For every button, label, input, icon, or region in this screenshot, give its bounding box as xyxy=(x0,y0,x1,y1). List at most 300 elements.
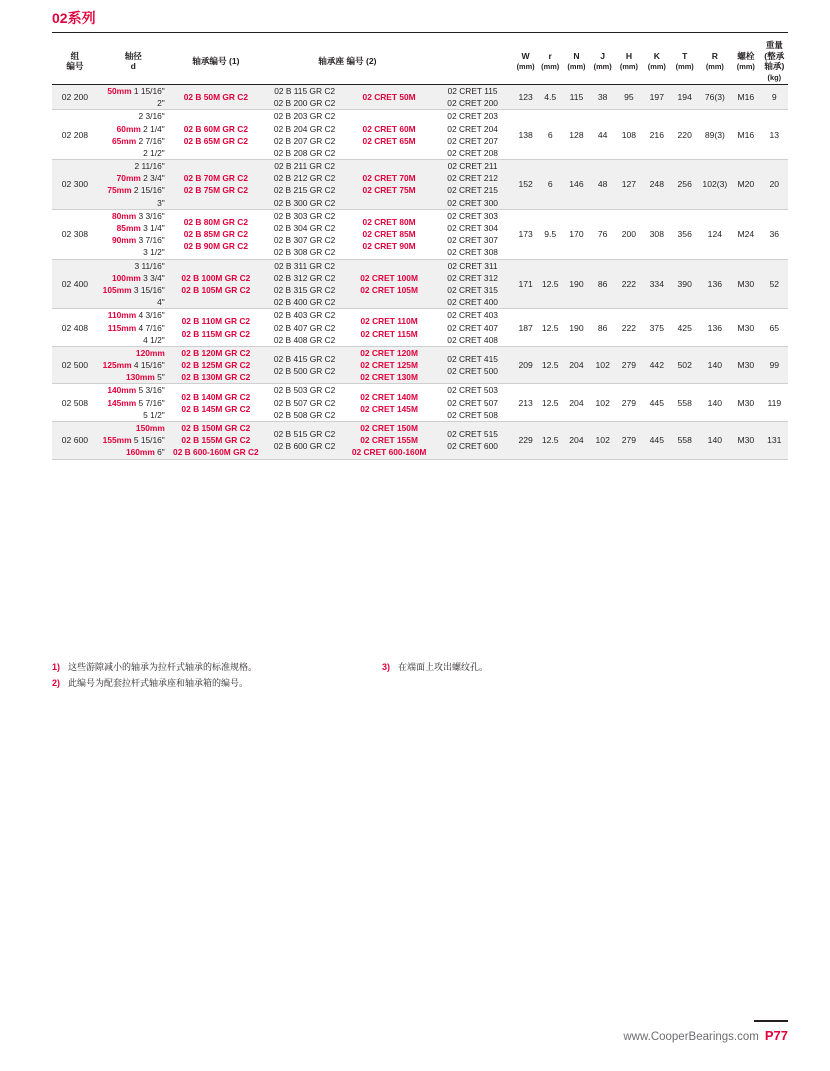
dim-J: 102 xyxy=(595,360,610,371)
dim-R: 124 xyxy=(707,229,723,240)
table-row xyxy=(52,422,788,459)
housing-number-2-item: 02 CRET 105M xyxy=(360,284,418,295)
cell-dim-H xyxy=(615,346,643,383)
header-weight-unit: (kg) xyxy=(767,73,782,83)
header-group-no-l2: 编号 xyxy=(66,61,84,72)
housing-number-2-item: 02 CRET 120M xyxy=(360,347,418,358)
cell-dim-R xyxy=(699,346,731,383)
housing-number-2-item: 02 CRET 155M xyxy=(360,435,418,446)
housing-number-1-item: 02 B 311 GR C2 xyxy=(274,260,336,271)
cell-housing-number-1 xyxy=(263,209,346,258)
table-row xyxy=(52,160,788,209)
header-bearing-no xyxy=(169,40,263,83)
title-divider xyxy=(52,32,788,33)
cell-dim-R xyxy=(699,259,731,308)
cell-dim-bolt xyxy=(731,309,761,346)
cell-bearing-number xyxy=(169,110,263,159)
dim-weight: 52 xyxy=(769,278,780,289)
housing-number-3-item: 02 CRET 200 xyxy=(447,98,498,109)
dim-bolt: M30 xyxy=(737,435,755,446)
housing-number-3-item: 02 CRET 308 xyxy=(447,247,498,258)
shaft-inch: 3 7/16" xyxy=(138,235,165,246)
header-H-unit: (mm) xyxy=(619,62,638,72)
dim-T: 256 xyxy=(677,179,692,190)
footnote-1-num: 1) xyxy=(52,662,61,672)
dim-H: 222 xyxy=(621,322,637,333)
shaft-inch: 3 11/16" xyxy=(134,260,165,271)
cell-dim-bolt xyxy=(731,259,761,308)
housing-number-3-item: 02 CRET 315 xyxy=(447,284,498,295)
bearing-number-item: 02 B 140M GR C2 xyxy=(181,391,251,402)
dim-W: 187 xyxy=(518,322,533,333)
cell-housing-number-2 xyxy=(346,259,432,308)
header-W-unit: (mm) xyxy=(516,62,535,72)
housing-number-2-item: 02 CRET 85M xyxy=(362,229,416,240)
shaft-inch: 3 3/16" xyxy=(138,210,165,221)
cell-housing-number-3 xyxy=(432,209,513,258)
cell-dim-J xyxy=(590,209,615,258)
header-T-unit: (mm) xyxy=(675,62,694,72)
header-housing-no-label: 轴承座 编号 (2) xyxy=(318,56,377,67)
cell-shaft-diameter xyxy=(98,309,169,346)
dim-W: 209 xyxy=(518,360,533,371)
header-group-no xyxy=(52,40,98,83)
cell-dim-K xyxy=(643,309,671,346)
shaft-inch: 5 7/16" xyxy=(138,397,165,408)
bearing-number-item: 02 B 155M GR C2 xyxy=(181,435,251,446)
dim-H: 95 xyxy=(624,92,634,103)
shaft-mm: 145mm xyxy=(107,397,137,408)
bearing-number-item: 02 B 70M GR C2 xyxy=(183,173,248,184)
housing-number-3-item: 02 CRET 204 xyxy=(447,123,498,134)
shaft-mm: 110mm xyxy=(107,310,137,321)
header-bolt xyxy=(731,40,761,83)
housing-number-3-item: 02 CRET 600 xyxy=(447,441,498,452)
shaft-inch: 3 3/4" xyxy=(143,272,165,283)
cell-dim-r xyxy=(538,160,563,209)
bearing-number-item: 02 B 85M GR C2 xyxy=(183,229,248,240)
shaft-mm: 80mm xyxy=(111,210,137,221)
shaft-line xyxy=(98,135,165,147)
cell-housing-number-3 xyxy=(432,346,513,383)
cell-dim-J xyxy=(590,160,615,209)
cell-dim-J xyxy=(590,309,615,346)
housing-number-1-item: 02 B 500 GR C2 xyxy=(273,366,336,377)
cell-dim-K xyxy=(643,209,671,258)
cell-housing-number-3 xyxy=(432,160,513,209)
housing-number-3-item: 02 CRET 408 xyxy=(447,334,498,345)
cell-dim-W xyxy=(513,160,538,209)
dim-bolt: M30 xyxy=(737,322,755,333)
header-J xyxy=(590,40,615,83)
cell-housing-number-2 xyxy=(346,110,432,159)
dim-N: 128 xyxy=(569,129,584,140)
dim-K: 248 xyxy=(649,179,664,190)
cell-dim-weight xyxy=(761,422,788,459)
shaft-line xyxy=(98,184,165,196)
cell-dim-N xyxy=(563,209,591,258)
dim-K: 445 xyxy=(649,397,664,408)
housing-number-3-item: 02 CRET 500 xyxy=(447,366,498,377)
cell-dim-W xyxy=(513,259,538,308)
dim-r: 12.5 xyxy=(541,278,559,289)
cell-dim-N xyxy=(563,346,591,383)
group-number: 02 300 xyxy=(61,179,89,190)
cell-group-number xyxy=(52,422,98,459)
housing-number-3-item: 02 CRET 215 xyxy=(447,185,498,196)
housing-number-1-item: 02 B 507 GR C2 xyxy=(273,397,336,408)
shaft-line xyxy=(98,97,165,109)
housing-number-2-item: 02 CRET 110M xyxy=(360,316,418,327)
cell-dim-N xyxy=(563,160,591,209)
housing-number-3-item: 02 CRET 208 xyxy=(447,147,498,158)
header-T xyxy=(671,40,699,83)
housing-number-1-item: 02 B 212 GR C2 xyxy=(273,173,336,184)
housing-number-1-item: 02 B 403 GR C2 xyxy=(273,310,336,321)
page-title-block xyxy=(52,8,788,33)
header-shaft-l2: d xyxy=(130,61,136,72)
cell-dim-weight xyxy=(761,259,788,308)
cell-bearing-number xyxy=(169,160,263,209)
cell-dim-weight xyxy=(761,84,788,109)
housing-number-2-item: 02 CRET 70M xyxy=(362,173,416,184)
shaft-line xyxy=(98,147,165,159)
housing-number-3-item: 02 CRET 508 xyxy=(447,409,498,420)
footnote-1-text: 这些游隙减小的轴承为拉杆式轴承的标准规格。 xyxy=(68,662,258,672)
cell-housing-number-3 xyxy=(432,422,513,459)
cell-bearing-number xyxy=(169,259,263,308)
cell-bearing-number xyxy=(169,422,263,459)
dim-r: 6 xyxy=(547,129,553,140)
shaft-inch: 2 1/2" xyxy=(143,147,165,158)
cell-dim-T xyxy=(671,84,699,109)
shaft-inch: 2" xyxy=(157,98,165,109)
cell-dim-weight xyxy=(761,209,788,258)
dim-bolt: M30 xyxy=(737,397,755,408)
dim-K: 197 xyxy=(649,92,664,103)
shaft-inch: 3 1/2" xyxy=(143,247,165,258)
shaft-inch: 5 15/16" xyxy=(133,435,165,446)
cell-dim-R xyxy=(699,209,731,258)
shaft-mm: 90mm xyxy=(111,235,137,246)
cell-dim-J xyxy=(590,259,615,308)
cell-dim-R xyxy=(699,84,731,109)
housing-number-2-item: 02 CRET 65M xyxy=(362,135,416,146)
shaft-inch: 2 1/4" xyxy=(143,123,165,134)
dim-H: 279 xyxy=(621,397,637,408)
cell-dim-K xyxy=(643,160,671,209)
table-row xyxy=(52,259,788,308)
cell-dim-H xyxy=(615,309,643,346)
cell-housing-number-3 xyxy=(432,84,513,109)
dim-K: 375 xyxy=(649,322,664,333)
housing-number-1-item: 02 B 200 GR C2 xyxy=(273,98,336,109)
header-bolt-unit: (mm) xyxy=(736,62,755,72)
footer-website[interactable]: www.CooperBearings.com xyxy=(623,1031,759,1043)
bearing-number-item: 02 B 125M GR C2 xyxy=(181,360,251,371)
dim-bolt: M16 xyxy=(737,129,755,140)
cell-dim-H xyxy=(615,110,643,159)
cell-dim-K xyxy=(643,422,671,459)
housing-number-2-item: 02 CRET 115M xyxy=(360,328,418,339)
cell-dim-J xyxy=(590,346,615,383)
cell-dim-R xyxy=(699,110,731,159)
cell-shaft-diameter xyxy=(98,384,169,421)
shaft-mm: 115mm xyxy=(107,322,137,333)
cell-dim-J xyxy=(590,110,615,159)
shaft-mm: 140mm xyxy=(107,385,137,396)
dim-weight: 13 xyxy=(769,129,780,140)
dim-r: 12.5 xyxy=(541,322,559,333)
dim-T: 390 xyxy=(677,278,692,289)
bearing-number-item: 02 B 105M GR C2 xyxy=(181,284,251,295)
housing-number-1-item: 02 B 115 GR C2 xyxy=(274,85,336,96)
cell-dim-bolt xyxy=(731,209,761,258)
header-weight-l3: 轴承) xyxy=(764,61,785,72)
cell-dim-R xyxy=(699,384,731,421)
shaft-inch: 2 3/4" xyxy=(143,173,165,184)
shaft-line xyxy=(98,347,165,359)
dim-R: 136 xyxy=(707,322,723,333)
header-N-unit: (mm) xyxy=(567,62,586,72)
bearing-number-item: 02 B 120M GR C2 xyxy=(181,347,251,358)
cell-dim-weight xyxy=(761,309,788,346)
bearing-number-item: 02 B 80M GR C2 xyxy=(183,216,248,227)
housing-number-2-item: 02 CRET 600-160M xyxy=(351,447,427,458)
table-row xyxy=(52,346,788,383)
dim-J: 102 xyxy=(595,397,610,408)
cell-housing-number-2 xyxy=(346,309,432,346)
shaft-line xyxy=(98,172,165,184)
housing-number-3-item: 02 CRET 211 xyxy=(447,161,498,172)
cell-dim-H xyxy=(615,422,643,459)
footnote-1 xyxy=(52,660,382,675)
shaft-inch: 5" xyxy=(157,372,165,383)
shaft-line xyxy=(98,197,165,209)
shaft-inch: 4 7/16" xyxy=(138,322,165,333)
dim-W: 123 xyxy=(518,92,533,103)
shaft-line xyxy=(98,246,165,258)
dim-W: 229 xyxy=(518,435,533,446)
housing-number-2-item: 02 CRET 125M xyxy=(360,360,418,371)
footnotes xyxy=(52,660,788,693)
cell-bearing-number xyxy=(169,209,263,258)
group-number: 02 408 xyxy=(61,322,89,333)
cell-dim-weight xyxy=(761,384,788,421)
dim-H: 279 xyxy=(621,435,637,446)
header-H xyxy=(615,40,643,83)
housing-number-1-item: 02 B 304 GR C2 xyxy=(273,223,336,233)
dim-weight: 9 xyxy=(771,92,777,103)
housing-number-2-item: 02 CRET 145M xyxy=(360,403,418,414)
footnote-2 xyxy=(52,676,382,691)
cell-dim-bolt xyxy=(731,422,761,459)
housing-number-1-item: 02 B 508 GR C2 xyxy=(273,409,336,420)
cell-dim-T xyxy=(671,259,699,308)
shaft-mm: 120mm xyxy=(135,347,165,358)
shaft-line xyxy=(98,371,165,383)
cell-dim-T xyxy=(671,209,699,258)
table-row xyxy=(52,209,788,258)
cell-housing-number-1 xyxy=(263,160,346,209)
cell-housing-number-2 xyxy=(346,422,432,459)
cell-housing-number-3 xyxy=(432,384,513,421)
dim-R: 76(3) xyxy=(704,92,725,103)
dim-N: 170 xyxy=(569,229,584,240)
shaft-mm: 130mm xyxy=(125,372,155,383)
housing-number-2-item: 02 CRET 100M xyxy=(360,272,418,283)
shaft-mm: 150mm xyxy=(135,423,165,433)
cell-shaft-diameter xyxy=(98,346,169,383)
bearing-spec-table xyxy=(52,40,788,460)
housing-number-1-item: 02 B 211 GR C2 xyxy=(274,161,336,172)
cell-housing-number-3 xyxy=(432,110,513,159)
dim-R: 136 xyxy=(707,278,723,289)
cell-dim-N xyxy=(563,259,591,308)
dim-weight: 119 xyxy=(767,397,782,408)
header-H-label: H xyxy=(625,50,633,61)
shaft-line xyxy=(98,284,165,296)
cell-housing-number-2 xyxy=(346,160,432,209)
dim-J: 102 xyxy=(595,435,610,446)
bearing-number-item: 02 B 60M GR C2 xyxy=(183,123,248,134)
header-group-no-l1: 组 xyxy=(70,50,80,61)
shaft-line xyxy=(98,160,165,172)
shaft-line xyxy=(98,322,165,334)
housing-number-2-item: 02 CRET 80M xyxy=(362,216,416,227)
shaft-line xyxy=(98,334,165,346)
group-number: 02 508 xyxy=(61,397,89,408)
housing-number-3-item: 02 CRET 503 xyxy=(447,385,498,396)
group-number: 02 600 xyxy=(61,435,89,446)
dim-N: 115 xyxy=(569,92,584,103)
header-J-label: J xyxy=(600,50,606,61)
cell-dim-T xyxy=(671,422,699,459)
dim-N: 190 xyxy=(569,322,584,333)
shaft-inch: 4" xyxy=(157,297,165,308)
cell-group-number xyxy=(52,160,98,209)
dim-T: 194 xyxy=(677,92,692,103)
cell-housing-number-1 xyxy=(263,346,346,383)
bearing-number-item: 02 B 75M GR C2 xyxy=(183,185,248,196)
housing-number-2-item: 02 CRET 130M xyxy=(360,372,418,383)
cell-dim-T xyxy=(671,384,699,421)
housing-number-1-item: 02 B 215 GR C2 xyxy=(273,185,336,196)
housing-number-1-item: 02 B 415 GR C2 xyxy=(273,353,336,364)
housing-number-3-item: 02 CRET 415 xyxy=(447,353,498,364)
housing-number-1-item: 02 B 203 GR C2 xyxy=(273,111,336,122)
table-row xyxy=(52,110,788,159)
shaft-mm: 60mm xyxy=(116,123,141,134)
cell-dim-weight xyxy=(761,346,788,383)
cell-dim-r xyxy=(538,84,563,109)
page-footer xyxy=(623,1020,788,1043)
cell-dim-bolt xyxy=(731,346,761,383)
bearing-number-item: 02 B 65M GR C2 xyxy=(183,135,248,146)
housing-number-3-item: 02 CRET 300 xyxy=(447,197,498,208)
footnote-3 xyxy=(382,660,762,675)
cell-shaft-diameter xyxy=(98,259,169,308)
housing-number-3-item: 02 CRET 203 xyxy=(447,111,498,122)
cell-housing-number-3 xyxy=(432,309,513,346)
shaft-mm: 160mm xyxy=(125,447,155,458)
header-N-label: N xyxy=(573,50,580,61)
housing-number-2-item: 02 CRET 140M xyxy=(360,391,418,402)
bearing-number-item: 02 B 100M GR C2 xyxy=(181,272,251,283)
dim-weight: 99 xyxy=(769,360,780,371)
bearing-number-item: 02 B 90M GR C2 xyxy=(183,241,248,252)
cell-dim-H xyxy=(615,84,643,109)
cell-housing-number-3 xyxy=(432,259,513,308)
dim-r: 12.5 xyxy=(541,435,559,446)
dim-r: 12.5 xyxy=(541,397,559,408)
cell-dim-N xyxy=(563,110,591,159)
header-T-label: T xyxy=(682,50,688,61)
housing-number-1-item: 02 B 312 GR C2 xyxy=(273,272,336,283)
cell-housing-number-1 xyxy=(263,259,346,308)
dim-N: 204 xyxy=(569,360,584,371)
housing-number-3-item: 02 CRET 207 xyxy=(447,135,498,146)
dim-T: 558 xyxy=(677,397,692,408)
dim-T: 220 xyxy=(677,129,692,140)
housing-number-3-item: 02 CRET 403 xyxy=(447,310,498,321)
cell-housing-number-2 xyxy=(346,384,432,421)
header-weight xyxy=(761,40,788,83)
cell-bearing-number xyxy=(169,309,263,346)
dim-R: 89(3) xyxy=(704,129,725,140)
shaft-line xyxy=(98,409,165,421)
cell-shaft-diameter xyxy=(98,84,169,109)
housing-number-1-item: 02 B 315 GR C2 xyxy=(273,284,336,295)
shaft-line xyxy=(98,110,165,122)
cell-housing-number-1 xyxy=(263,110,346,159)
dim-T: 425 xyxy=(677,322,692,333)
cell-bearing-number xyxy=(169,384,263,421)
cell-housing-number-1 xyxy=(263,84,346,109)
housing-number-1-item: 02 B 408 GR C2 xyxy=(273,334,336,345)
dim-H: 127 xyxy=(621,179,637,190)
footnote-3-num: 3) xyxy=(382,662,391,672)
shaft-inch: 4 15/16" xyxy=(133,360,165,371)
shaft-inch: 6" xyxy=(157,447,165,458)
dim-K: 442 xyxy=(649,360,664,371)
table-row xyxy=(52,84,788,109)
cell-group-number xyxy=(52,309,98,346)
footnote-3-text: 在端面上攻出螺纹孔。 xyxy=(398,662,489,672)
dim-K: 216 xyxy=(649,129,664,140)
table-header-row xyxy=(52,40,788,83)
shaft-mm: 100mm xyxy=(111,272,141,283)
bearing-number-item: 02 B 130M GR C2 xyxy=(181,372,251,383)
shaft-mm: 85mm xyxy=(116,223,141,233)
dim-bolt: M30 xyxy=(737,278,755,289)
shaft-line xyxy=(98,222,165,234)
dim-weight: 20 xyxy=(769,179,780,190)
header-bolt-label: 螺栓 xyxy=(737,50,755,61)
dim-T: 356 xyxy=(677,229,692,240)
cell-shaft-diameter xyxy=(98,209,169,258)
dim-bolt: M16 xyxy=(737,92,755,103)
cell-housing-number-2 xyxy=(346,209,432,258)
cell-bearing-number xyxy=(169,346,263,383)
page-title: 02系列 xyxy=(52,10,96,26)
shaft-inch: 2 7/16" xyxy=(138,135,165,146)
shaft-line xyxy=(98,309,165,321)
cell-group-number xyxy=(52,346,98,383)
housing-number-3-item: 02 CRET 400 xyxy=(447,297,498,308)
cell-dim-N xyxy=(563,384,591,421)
dim-W: 173 xyxy=(518,229,533,240)
